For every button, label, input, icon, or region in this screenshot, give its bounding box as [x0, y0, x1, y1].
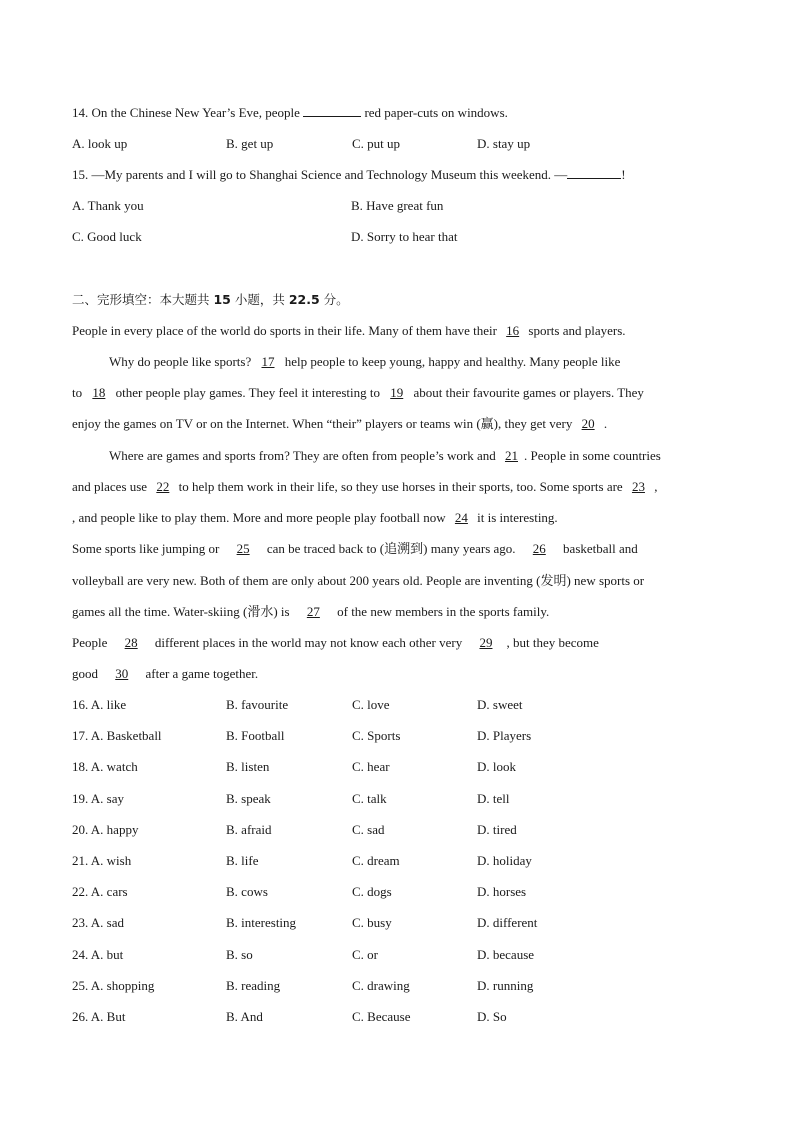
q14-stem-before: 14. On the Chinese New Year’s Eve, people: [72, 105, 304, 120]
q14-options: [72, 135, 754, 153]
passage-line-10: [72, 603, 754, 621]
choice-23-option-b: B. interesting: [226, 915, 297, 931]
passage-text: games all the time. Water-skiing (滑水) is: [72, 604, 293, 619]
passage-line-2: [109, 353, 754, 371]
choice-24-option-a: 24. A. but: [72, 946, 124, 962]
passage-text: , and people like to play them. More and more people play football now: [72, 510, 449, 525]
blank-26: 26: [532, 541, 546, 556]
q15-option-a: A. Thank you: [72, 198, 144, 213]
choice-22-option-c: C. dogs: [352, 884, 392, 900]
choice-17-option-c: C. Sports: [352, 728, 401, 744]
choice-18-option-d: D. look: [477, 759, 516, 775]
passage-text: of the new members in the sports family.: [333, 604, 550, 619]
choice-21-option-d: D. holiday: [477, 853, 532, 868]
section2-count: 15: [213, 292, 231, 307]
choice-26-option-d: D. So: [477, 1009, 507, 1024]
choice-17-option-d: D. Players: [477, 728, 532, 744]
q14-option-b: B. get up: [226, 136, 274, 151]
choice-20-option-a: 20. A. happy: [72, 821, 139, 837]
blank-18: 18: [92, 385, 106, 400]
blank-24: 24: [454, 510, 468, 525]
q14-blank: [303, 104, 361, 117]
blank-28: 28: [124, 635, 138, 650]
passage-line-5: [109, 447, 754, 465]
choice-18-option-c: C. hear: [352, 759, 390, 775]
passage-text: basketball and: [559, 541, 638, 556]
passage-text: sports and players.: [525, 323, 626, 338]
blank-17: 17: [261, 354, 275, 369]
passage-text: after a game together.: [142, 666, 259, 681]
choice-row-25: [72, 977, 754, 995]
passage-text: .: [600, 416, 608, 431]
choice-row-21: [72, 852, 754, 870]
blank-16: 16: [506, 323, 520, 338]
choice-26-option-b: B. And: [226, 1009, 263, 1024]
section2-title: [72, 291, 754, 309]
passage-line-1: [72, 322, 754, 340]
choice-row-20: [72, 821, 754, 839]
choice-22-option-a: 22. A. cars: [72, 884, 128, 900]
choice-25-option-d: D. running: [477, 977, 534, 993]
choice-23-option-c: C. busy: [352, 915, 392, 931]
section2-title-suffix: 分。: [319, 292, 349, 307]
section2-title-mid: 小题，共: [230, 292, 289, 307]
choice-row-22: [72, 883, 754, 901]
passage-text: about their favourite games or players. They: [410, 385, 644, 400]
passage-text: volleyball are very new. Both of them are only about 200 years old. People are inventing (发明) new sports or: [72, 573, 645, 588]
section2-title-prefix: 二、完形填空：本大题共: [72, 292, 214, 307]
passage-text: good: [72, 666, 102, 681]
passage-text: other people play games. They feel it interesting to: [112, 385, 384, 400]
choice-row-16: [72, 696, 754, 714]
choice-25-option-a: 25. A. shopping: [72, 977, 155, 993]
passage-text: People: [72, 635, 111, 650]
passage-line-12: [72, 665, 754, 683]
choice-26-option-c: C. Because: [352, 1009, 411, 1024]
blank-25: 25: [236, 541, 250, 556]
choice-20-option-b: B. afraid: [226, 821, 272, 837]
passage-text: Some sports like jumping or: [72, 541, 223, 556]
passage-text: , but they become: [506, 635, 599, 650]
passage-text: to help them work in their life, so they use horses in their sports, too. Some sports are: [175, 479, 626, 494]
choice-row-19: [72, 790, 754, 808]
passage-line-4: [72, 415, 754, 433]
q15-option-b: B. Have great fun: [351, 198, 444, 213]
choice-20-option-c: C. sad: [352, 821, 385, 837]
q15-blank: [567, 166, 621, 179]
passage-line-6: [72, 478, 754, 496]
choice-row-17: [72, 727, 754, 745]
passage-text: ,: [650, 479, 658, 494]
choice-row-23: [72, 914, 754, 932]
passage-line-11: [72, 634, 754, 652]
choice-18-option-b: B. listen: [226, 759, 270, 775]
blank-20: 20: [581, 416, 595, 431]
choice-19-option-b: B. speak: [226, 790, 271, 806]
q14-option-c: C. put up: [352, 136, 401, 151]
blank-21: 21: [504, 448, 518, 463]
blank-19: 19: [390, 385, 404, 400]
choice-23-option-a: 23. A. sad: [72, 915, 124, 931]
choice-19-option-c: C. talk: [352, 790, 387, 806]
choice-16-option-d: D. sweet: [477, 697, 523, 712]
choice-22-option-b: B. cows: [226, 884, 268, 900]
passage-text: enjoy the games on TV or on the Internet. When “their” players or teams win (赢), they get very: [72, 416, 576, 431]
q15-options-row2: [72, 228, 754, 246]
q14-stem: [72, 104, 754, 122]
choice-row-26: [72, 1008, 754, 1026]
choice-row-24: [72, 946, 754, 964]
choice-16-option-a: 16. A. like: [72, 697, 127, 712]
q14-option-a: A. look up: [72, 136, 128, 151]
q14-option-d: D. stay up: [477, 136, 531, 151]
choice-25-option-b: B. reading: [226, 977, 281, 993]
passage-line-8: [72, 540, 754, 558]
choice-26-option-a: 26. A. But: [72, 1009, 126, 1024]
blank-23: 23: [631, 479, 645, 494]
choice-20-option-d: D. tired: [477, 821, 517, 837]
passage-text: . People in some countries: [523, 448, 661, 463]
passage-text: People in every place of the world do sports in their life. Many of them have their: [72, 323, 501, 338]
blank-27: 27: [306, 604, 320, 619]
q14-stem-after: red paper-cuts on windows.: [361, 105, 508, 120]
q15-stem-before: 15. —My parents and I will go to Shanghai Science and Technology Museum this weekend. —: [72, 167, 568, 182]
choice-25-option-c: C. drawing: [352, 977, 410, 993]
blank-22: 22: [156, 479, 170, 494]
passage-text: Why do people like sports?: [109, 354, 255, 369]
choice-24-option-d: D. because: [477, 946, 535, 962]
choice-18-option-a: 18. A. watch: [72, 759, 138, 775]
passage-text: to: [72, 385, 86, 400]
choice-19-option-a: 19. A. say: [72, 790, 124, 806]
q15-options-row1: [72, 197, 754, 215]
choice-16-option-b: B. favourite: [226, 697, 289, 712]
passage-line-3: [72, 384, 754, 402]
choice-23-option-d: D. different: [477, 915, 538, 931]
section2-score: 22.5: [288, 292, 320, 307]
blank-30: 30: [115, 666, 129, 681]
q15-option-c: C. Good luck: [72, 229, 142, 244]
choice-21-option-b: B. life: [226, 853, 259, 868]
blank-29: 29: [479, 635, 493, 650]
passage-text: and places use: [72, 479, 151, 494]
passage-line-9: [72, 572, 754, 590]
q15-option-d: D. Sorry to hear that: [351, 229, 458, 244]
choice-21-option-a: 21. A. wish: [72, 853, 132, 868]
choice-17-option-b: B. Football: [226, 728, 285, 744]
choice-17-option-a: 17. A. Basketball: [72, 728, 162, 744]
choice-22-option-d: D. horses: [477, 884, 527, 900]
passage-text: Where are games and sports from? They are often from people’s work and: [109, 448, 499, 463]
q15-stem-after: !: [621, 167, 626, 182]
choice-24-option-b: B. so: [226, 946, 253, 962]
q15-stem: [72, 166, 754, 184]
choice-19-option-d: D. tell: [477, 790, 510, 806]
passage-text: can be traced back to (追溯到) many years ago.: [263, 541, 519, 556]
choice-16-option-c: C. love: [352, 697, 390, 712]
passage-text: it is interesting.: [473, 510, 558, 525]
passage-line-7: [72, 509, 754, 527]
choice-24-option-c: C. or: [352, 946, 378, 962]
choice-row-18: [72, 758, 754, 776]
passage-text: different places in the world may not know each other very: [151, 635, 466, 650]
choice-21-option-c: C. dream: [352, 853, 400, 868]
passage-text: help people to keep young, happy and healthy. Many people like: [281, 354, 621, 369]
